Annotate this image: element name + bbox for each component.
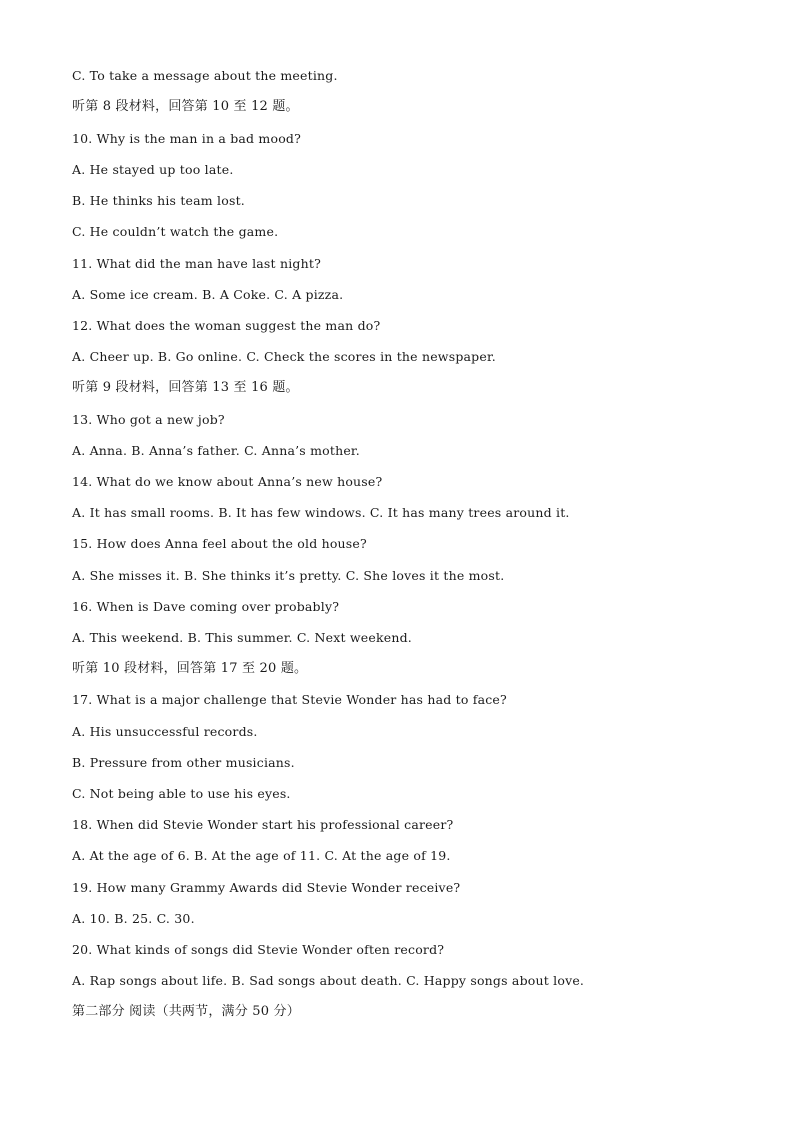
option-line: A. He stayed up too late. [72,162,234,177]
option-line: A. Rap songs about life. B. Sad songs about death. C. Happy songs about love. [72,973,585,988]
question-line: 13. Who got a new job? [72,412,225,427]
question-line: 20. What kinds of songs did Stevie Wonder often record? [72,942,445,957]
question-line: 17. What is a major challenge that Stevie Wonder has had to face? [72,692,507,707]
option-line: A. Cheer up. B. Go online. C. Check the scores in the newspaper. [72,349,496,364]
option-line: A. She misses it. B. She thinks it’s pretty. C. She loves it the most. [72,568,505,583]
question-line: 16. When is Dave coming over probably? [72,599,340,614]
section-heading: 听第 8 段材料，回答第 10 至 12 题。 [72,99,299,114]
option-line: A. Anna. B. Anna’s father. C. Anna’s mother. [72,443,360,458]
option-line: B. Pressure from other musicians. [72,755,295,770]
option-line: A. Some ice cream. B. A Coke. C. A pizza. [72,287,344,302]
question-line: 14. What do we know about Anna’s new house? [72,474,383,489]
question-line: 19. How many Grammy Awards did Stevie Wonder receive? [72,880,461,895]
question-line: 18. When did Stevie Wonder start his professional career? [72,817,454,832]
option-line: C. To take a message about the meeting. [72,68,338,83]
section-heading: 听第 9 段材料，回答第 13 至 16 题。 [72,380,299,395]
question-line: 10. Why is the man in a bad mood? [72,131,302,146]
question-line: 11. What did the man have last night? [72,256,321,271]
option-line: A. At the age of 6. B. At the age of 11. C. At the age of 19. [72,848,451,863]
option-line: C. Not being able to use his eyes. [72,786,291,801]
section-heading: 听第 10 段材料，回答第 17 至 20 题。 [72,661,308,676]
section-heading: 第二部分 阅读（共两节，满分 50 分） [72,1004,300,1019]
option-line: A. 10. B. 25. C. 30. [72,911,195,926]
option-line: C. He couldn’t watch the game. [72,224,279,239]
option-line: A. It has small rooms. B. It has few windows. C. It has many trees around it. [72,505,570,520]
option-line: A. His unsuccessful records. [72,724,258,739]
option-line: A. This weekend. B. This summer. C. Next weekend. [72,630,412,645]
question-line: 12. What does the woman suggest the man do? [72,318,381,333]
option-line: B. He thinks his team lost. [72,193,245,208]
question-line: 15. How does Anna feel about the old house? [72,536,367,551]
